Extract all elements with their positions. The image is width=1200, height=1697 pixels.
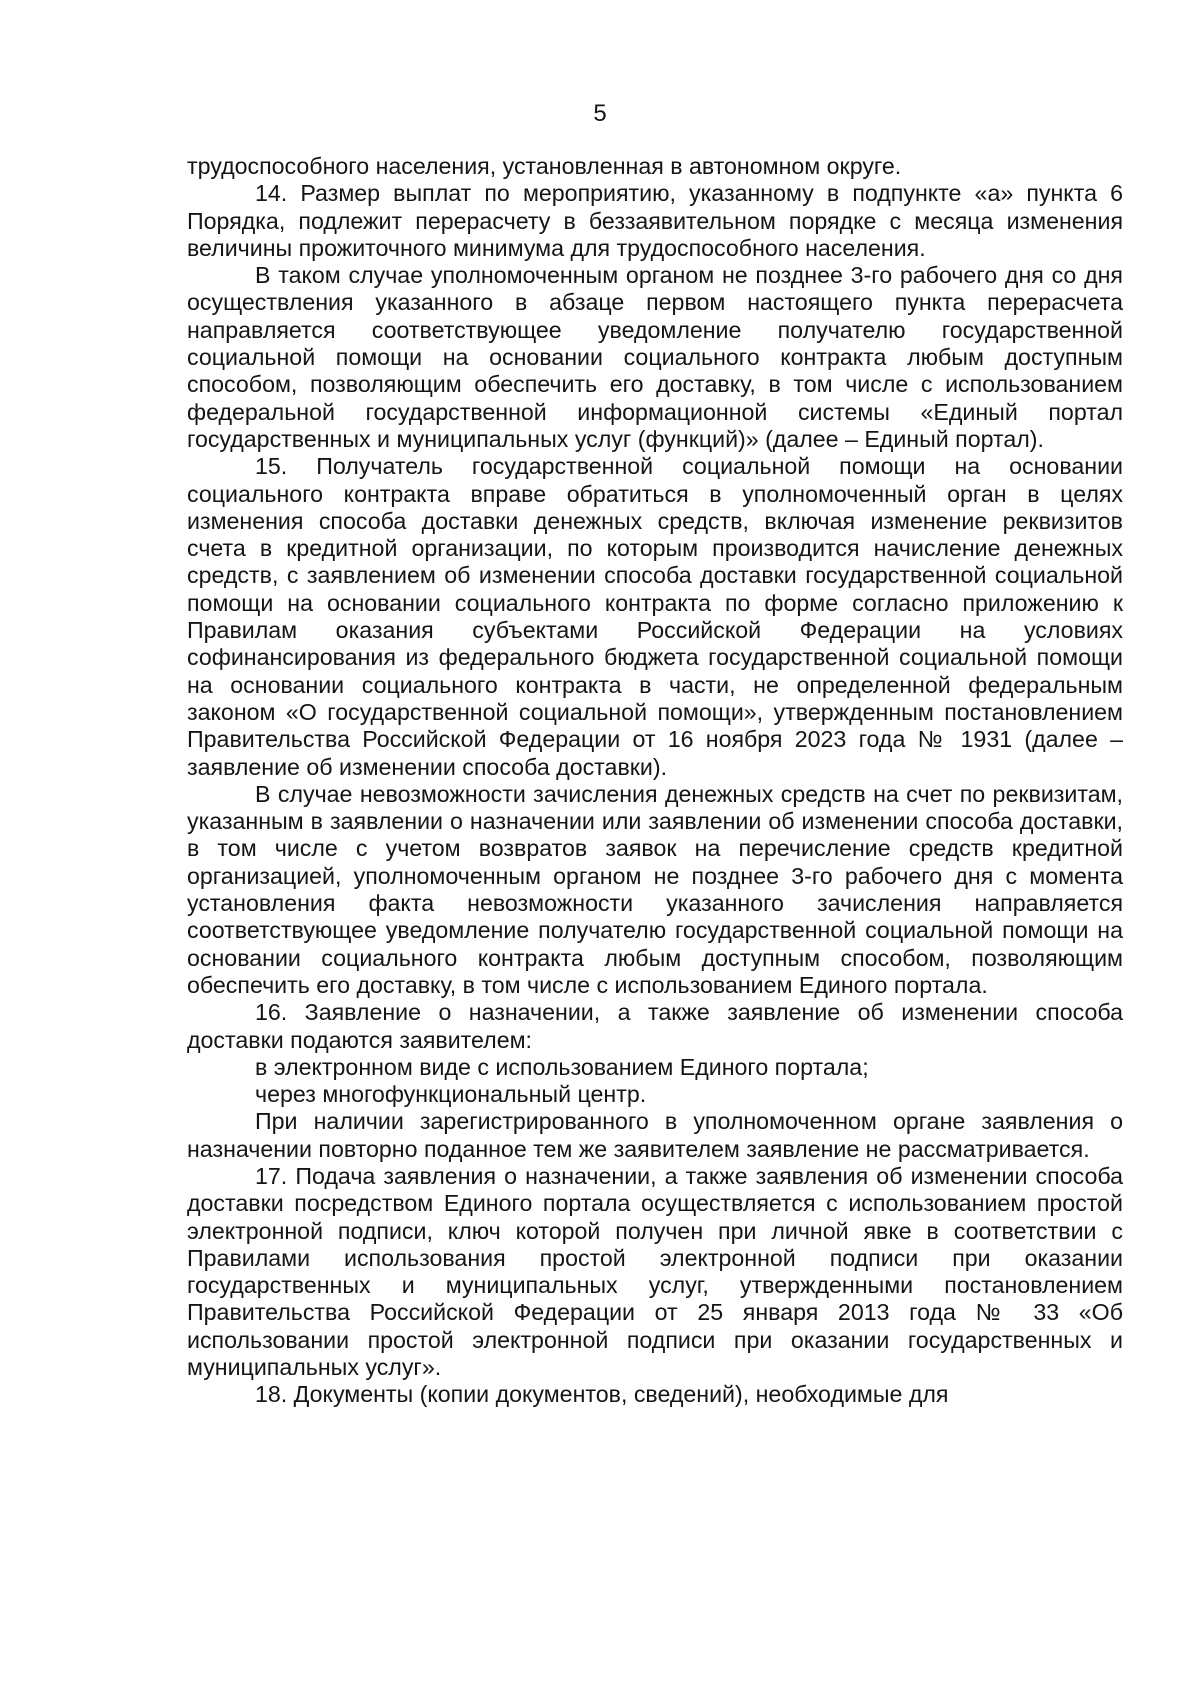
paragraph-continuation: трудоспособного населения, установленная в автономном округе. (187, 153, 902, 179)
paragraph-item-17: 17. Подача заявления о назначении, а также заявления об изменении способа доставки посредством Единого портала осуществляется с использованием простой электронной подписи, ключ которой получен при личной явке в соответствии с Правилами использования простой электронной подписи при оказании государственных и муниципальных услуг, утвержденными постановлением Правительства Российской Федерации от 25 января 2013 года № 33 «Об использовании простой электронной подписи при оказании государственных и муниципальных услуг». (187, 1162, 1123, 1381)
page-number: 5 (593, 100, 607, 127)
paragraph-item-15-impossibility: В случае невозможности зачисления денежных средств на счет по реквизитам, указанным в заявлении о назначении или заявлении об изменении способа доставки, в том числе с учетом возвратов заявок на перечисление средств кредитной организацией, уполномоченным органом не позднее 3-го рабочего дня с момента установления факта невозможности указанного зачисления направляется соответствующее уведомление получателю государственной социальной помощи на основании социального контракта любым доступным способом, позволяющим обеспечить его доставку, в том числе с использованием Единого портала. (187, 780, 1123, 998)
paragraph-item-14: 14. Размер выплат по мероприятию, указанному в подпункте «а» пункта 6 Порядка, подлежит перерасчету в беззаявительном порядке с месяца изменения величины прожиточного минимума для трудоспособного населения. (187, 180, 1123, 261)
paragraph-item-16-repeat: При наличии зарегистрированного в уполномоченном органе заявления о назначении повторно поданное тем же заявителем заявление не рассматривается. (187, 1108, 1123, 1162)
paragraph-item-16: 16. Заявление о назначении, а также заявление об изменении способа доставки подаются заявителем: (187, 999, 1123, 1053)
paragraph-item-15: 15. Получатель государственной социальной помощи на основании социального контракта вправе обратиться в уполномоченный орган в целях изменения способа доставки денежных средств, включая изменение реквизитов счета в кредитной организации, по которым производится начисление денежных средств, с заявлением об изменении способа доставки государственной социальной помощи на основании социального контракта по форме согласно приложению к Правилам оказания субъектами Российской Федерации на условиях софинансирования из федерального бюджета государственной социальной помощи на основании социального контракта в части, не определенной федеральным законом «О государственной социальной помощи», утвержденным постановлением Правительства Российской Федерации от 16 ноября 2023 года № 1931 (далее – заявление об изменении способа доставки). (187, 453, 1123, 780)
paragraph-item-18: 18. Документы (копии документов, сведений), необходимые для (255, 1381, 949, 1408)
document-body (187, 153, 1123, 1409)
paragraph-item-14-notice: В таком случае уполномоченным органом не позднее 3-го рабочего дня со дня осуществления указанного в абзаце первом настоящего пункта перерасчета направляется соответствующее уведомление получателю государственной социальной помощи на основании социального контракта любым доступным способом, позволяющим обеспечить его доставку, в том числе с использованием федеральной государственной информационной системы «Единый портал государственных и муниципальных услуг (функций)» (далее – Единый портал). (187, 262, 1123, 452)
paragraph-item-16-mfc: через многофункциональный центр. (255, 1081, 647, 1108)
paragraph-item-16-electronic: в электронном виде с использованием Единого портала; (255, 1053, 869, 1080)
